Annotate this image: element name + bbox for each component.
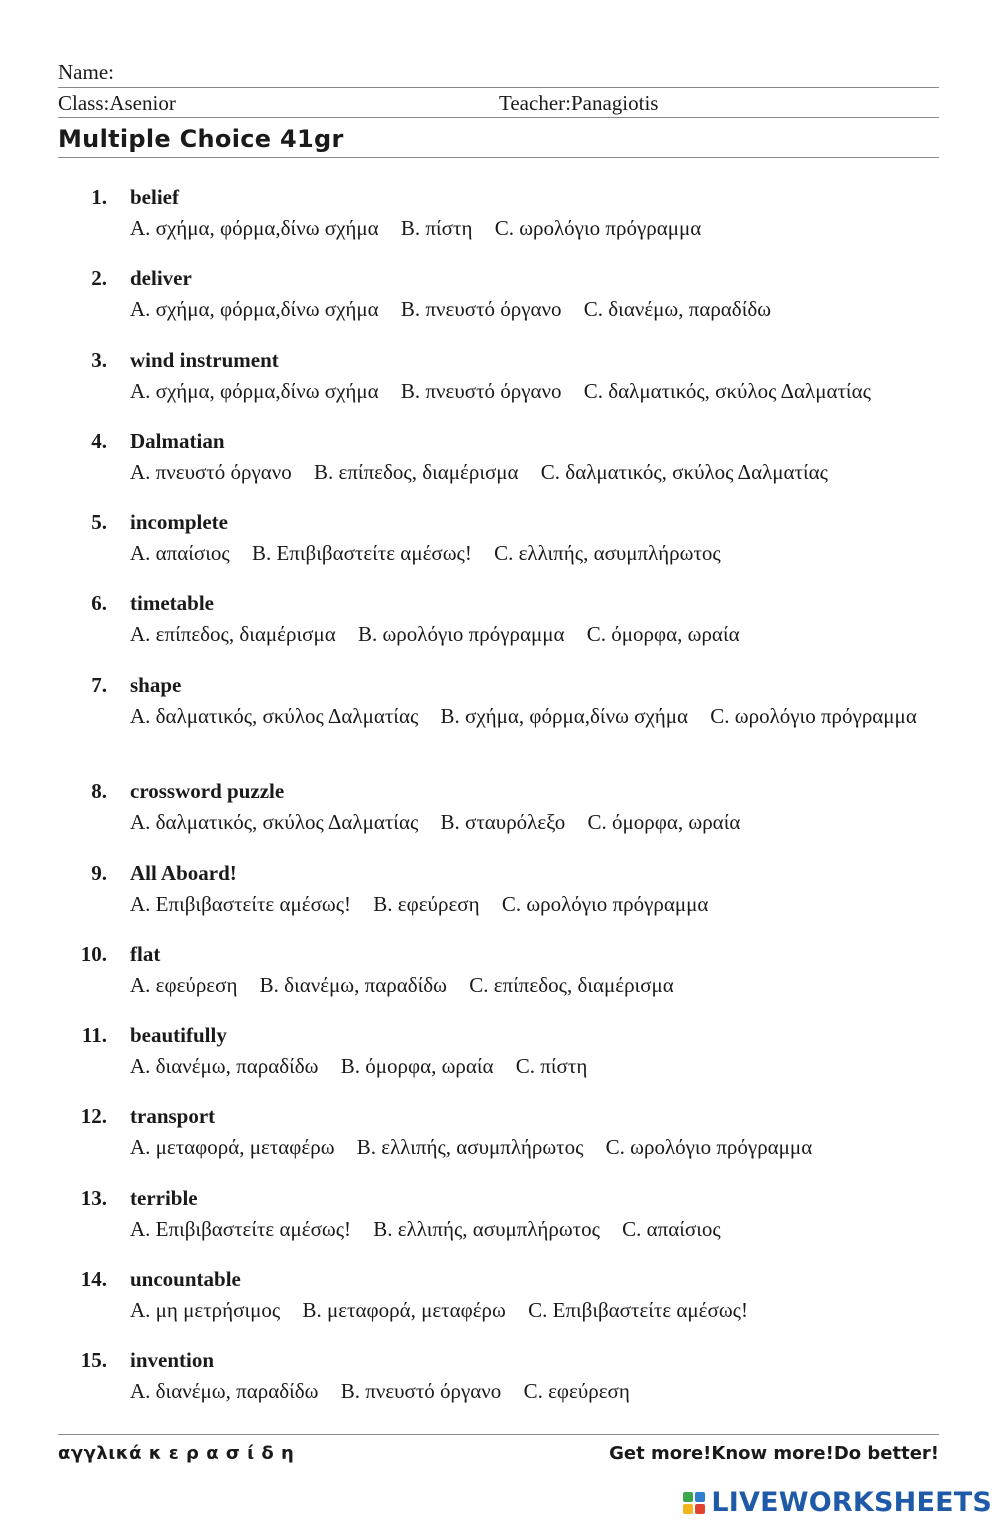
answer-option[interactable]: B. ελλιπής, ασυμπλήρωτος [373,1216,600,1241]
answer-option[interactable]: B. εφεύρεση [373,891,480,916]
question-word: belief [130,185,179,209]
answer-option[interactable]: A. διανέμω, παραδίδω [130,1379,319,1404]
question-word: timetable [130,591,214,616]
question-list [0,184,1000,1429]
question-item [0,347,1000,428]
question-number: 9. [91,860,107,885]
question-item [0,1103,1000,1184]
question-word: invention [130,1348,215,1373]
answer-option[interactable]: C. ωρολόγιο πρόγραμμα [494,216,702,240]
answer-option[interactable]: C. πίστη [515,1054,588,1079]
answer-option[interactable]: B. πνευστό όργανο [400,297,562,322]
answer-options [130,1216,930,1243]
answer-option[interactable]: C. όμορφα, ωραία [586,622,740,647]
answer-options [130,1134,930,1161]
answer-option[interactable]: C. διανέμω, παραδίδω [583,297,772,322]
question-word: crossword puzzle [130,779,285,804]
answer-option[interactable]: B. πνευστό όργανο [340,1379,502,1404]
question-word: Dalmatian [130,428,225,453]
answer-option[interactable]: A. δαλματικός, σκύλος Δαλματίας [130,703,419,728]
question-word: flat [130,941,161,966]
answer-option[interactable]: B. πίστη [400,216,473,240]
answer-option[interactable]: C. όμορφα, ωραία [587,810,741,835]
header-divider [58,117,939,118]
question-item [0,1347,1000,1428]
question-number: 10. [80,941,107,966]
question-item [0,941,1000,1022]
answer-option[interactable]: B. Επιβιβαστείτε αμέσως! [251,541,472,566]
question-item [0,1185,1000,1266]
question-item [0,184,1000,265]
question-item [0,509,1000,590]
question-word: terrible [130,1185,198,1210]
answer-option[interactable]: A. σχήμα, φόρμα,δίνω σχήμα [130,216,379,240]
answer-option[interactable]: C. ωρολόγιο πρόγραμμα [605,1135,813,1160]
page-title: Multiple Choice 41gr [58,125,344,153]
logo-square [695,1504,705,1514]
liveworksheets-logo-icon [683,1492,705,1514]
header-divider [58,87,939,88]
question-word: transport [130,1104,216,1129]
question-number: 14. [80,1267,107,1292]
answer-options [130,621,930,648]
brand-name: LIVEWORKSHEETS [711,1487,992,1518]
answer-option[interactable]: C. δαλματικός, σκύλος Δαλματίας [583,378,871,403]
answer-option[interactable]: A. δαλματικός, σκύλος Δαλματίας [130,810,419,835]
answer-option[interactable]: A. Επιβιβαστείτε αμέσως! [130,1216,352,1241]
question-word: shape [130,672,182,697]
question-item [0,1266,1000,1347]
answer-option[interactable]: B. σταυρόλεξο [440,810,566,835]
question-item [0,590,1000,671]
question-number: 1. [91,185,107,209]
answer-option[interactable]: A. απαίσιος [130,541,230,566]
question-word: uncountable [130,1267,241,1292]
answer-option[interactable]: B. όμορφα, ωραία [340,1054,494,1079]
answer-option[interactable]: A. επίπεδος, διαμέρισμα [130,622,336,647]
answer-option[interactable]: A. σχήμα, φόρμα,δίνω σχήμα [130,378,379,403]
name-label: Name: [58,60,114,84]
logo-square [695,1492,705,1502]
brand-logo [683,1488,992,1518]
question-number: 13. [80,1185,107,1210]
answer-options [130,891,930,918]
answer-options [130,809,930,836]
answer-option[interactable]: A. μεταφορά, μεταφέρω [130,1135,335,1160]
answer-option[interactable]: B. διανέμω, παραδίδω [259,972,447,997]
answer-options [130,703,930,730]
answer-options [130,215,930,242]
question-number: 5. [91,510,107,535]
question-word: beautifully [130,1023,227,1048]
answer-options [130,459,930,486]
question-number: 2. [91,266,107,291]
question-number: 6. [91,591,107,616]
answer-option[interactable]: C. επίπεδος, διαμέρισμα [469,972,674,997]
question-number: 12. [80,1104,107,1129]
teacher-label: Teacher:Panagiotis [499,91,659,115]
question-word: wind instrument [130,347,279,372]
answer-option[interactable]: B. ωρολόγιο πρόγραμμα [357,622,565,647]
answer-option[interactable]: A. σχήμα, φόρμα,δίνω σχήμα [130,297,379,322]
answer-option[interactable]: C. απαίσιος [622,1216,721,1241]
question-item [0,265,1000,346]
answer-options [130,540,930,567]
footer-right-text: Get more!Know more!Do better! [609,1443,939,1464]
answer-options [130,378,930,405]
logo-square [683,1504,693,1514]
answer-option[interactable]: B. σχήμα, φόρμα,δίνω σχήμα [440,703,689,728]
class-label: Class:Asenior [58,91,176,115]
question-word: incomplete [130,510,228,535]
answer-option[interactable]: A. εφεύρεση [130,972,238,997]
answer-option[interactable]: C. ωρολόγιο πρόγραμμα [710,703,917,728]
question-number: 7. [91,672,107,697]
logo-square [683,1492,693,1502]
question-number: 15. [80,1348,107,1373]
footer-divider [58,1434,939,1435]
answer-option[interactable]: B. μεταφορά, μεταφέρω [302,1298,506,1323]
question-number: 3. [91,347,107,372]
answer-option[interactable]: B. πνευστό όργανο [400,378,562,403]
footer-left-text: αγγλικά κ ε ρ α σ ί δ η [58,1443,295,1464]
question-word: deliver [130,266,192,291]
answer-option[interactable]: C. ελλιπής, ασυμπλήρωτος [494,541,721,566]
answer-option[interactable]: C. δαλματικός, σκύλος Δαλματίας [540,459,828,484]
question-word: All Aboard! [130,860,237,885]
answer-option[interactable]: C. Επιβιβαστείτε αμέσως! [528,1298,748,1323]
answer-options [130,1297,930,1324]
answer-option[interactable]: A. διανέμω, παραδίδω [130,1054,319,1079]
question-item [0,428,1000,509]
question-number: 4. [91,428,107,453]
answer-option[interactable]: C. εφεύρεση [523,1379,630,1404]
title-divider [58,157,939,158]
answer-options [130,972,930,999]
question-item [0,672,1000,779]
answer-option[interactable]: C. ωρολόγιο πρόγραμμα [501,891,709,916]
question-number: 8. [91,779,107,804]
answer-options [130,1053,930,1080]
answer-options [130,1378,930,1405]
answer-option[interactable]: B. ελλιπής, ασυμπλήρωτος [356,1135,584,1160]
answer-option[interactable]: A. πνευστό όργανο [130,459,292,484]
question-item [0,778,1000,859]
answer-option[interactable]: A. μη μετρήσιμος [130,1298,281,1323]
question-item [0,860,1000,941]
answer-option[interactable]: B. επίπεδος, διαμέρισμα [314,459,519,484]
answer-option[interactable]: A. Επιβιβαστείτε αμέσως! [130,891,352,916]
question-number: 11. [81,1023,107,1048]
question-item [0,1022,1000,1103]
answer-options [130,296,930,323]
